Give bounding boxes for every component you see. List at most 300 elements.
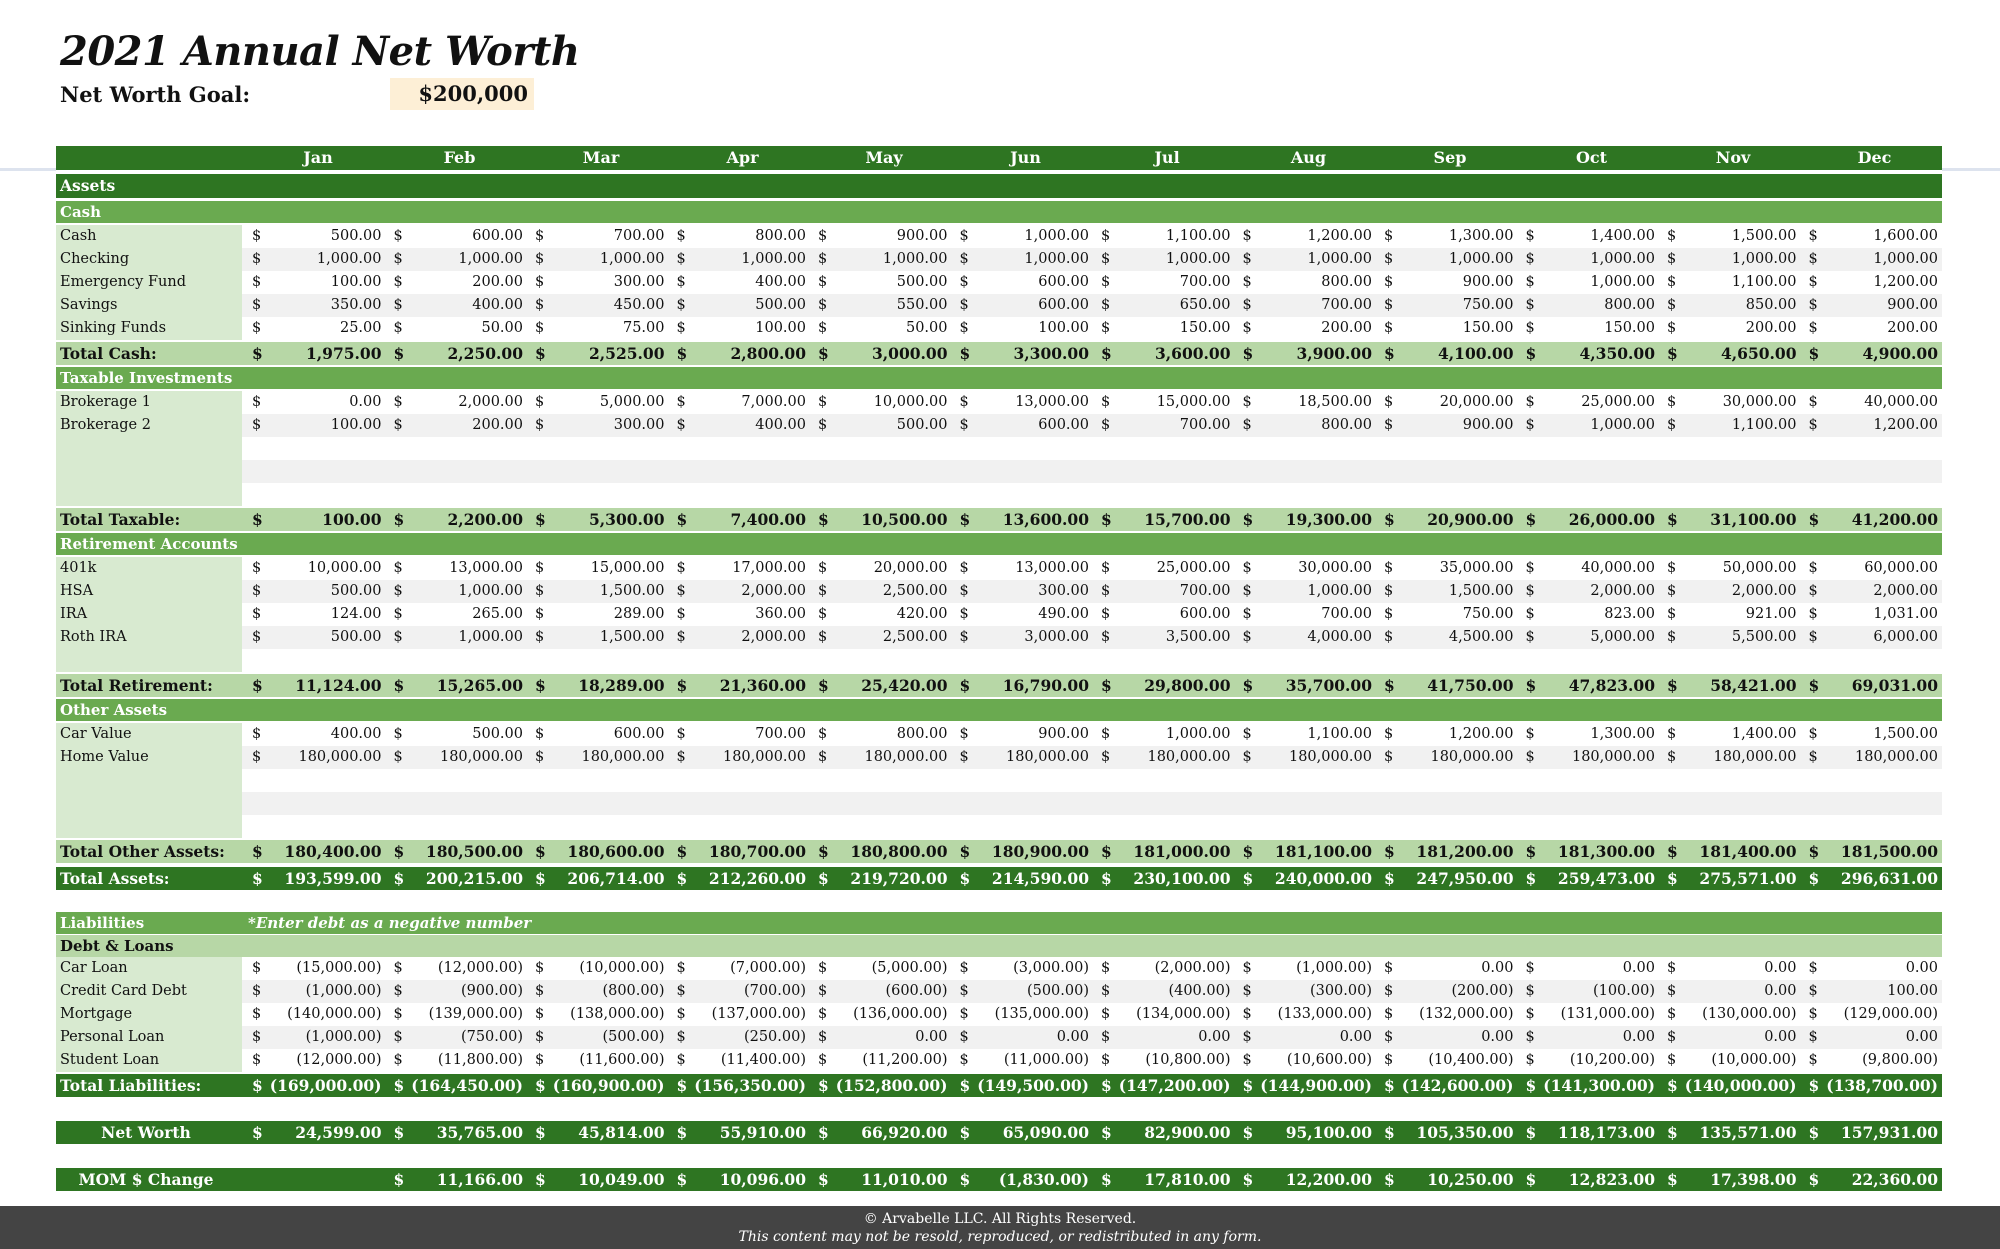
value-cell[interactable]: (10,200.00) bbox=[1569, 1052, 1655, 1068]
value-cell[interactable]: (134,000.00) bbox=[1136, 1006, 1231, 1022]
value-cell[interactable]: 1,400.00 bbox=[1731, 726, 1797, 742]
value-cell[interactable]: 2,250.00 bbox=[447, 344, 523, 363]
value-cell[interactable]: 200.00 bbox=[1887, 320, 1938, 336]
value-cell[interactable]: 2,500.00 bbox=[882, 583, 948, 599]
value-cell[interactable]: 823.00 bbox=[1604, 606, 1655, 622]
value-cell[interactable]: 0.00 bbox=[1764, 1029, 1797, 1045]
value-cell[interactable]: 0.00 bbox=[1481, 1029, 1514, 1045]
value-cell[interactable]: 13,000.00 bbox=[449, 560, 523, 576]
value-cell[interactable]: 31,100.00 bbox=[1710, 510, 1797, 529]
value-cell[interactable]: 5,000.00 bbox=[599, 394, 665, 410]
value-cell[interactable]: 66,920.00 bbox=[861, 1123, 948, 1142]
value-cell[interactable]: 1,500.00 bbox=[1873, 726, 1938, 742]
value-cell[interactable]: 10,049.00 bbox=[578, 1170, 665, 1189]
value-cell[interactable]: 1,500.00 bbox=[1731, 228, 1797, 244]
value-cell[interactable]: 25,420.00 bbox=[861, 676, 948, 695]
value-cell[interactable]: 450.00 bbox=[613, 297, 665, 313]
value-cell[interactable]: 2,000.00 bbox=[741, 629, 806, 645]
value-cell[interactable]: 4,000.00 bbox=[1307, 629, 1372, 645]
value-cell[interactable]: 100.00 bbox=[322, 510, 382, 529]
value-cell[interactable]: 181,000.00 bbox=[1133, 842, 1231, 861]
value-cell[interactable]: 400.00 bbox=[755, 417, 806, 433]
value-cell[interactable]: 3,500.00 bbox=[1165, 629, 1231, 645]
value-cell[interactable]: (147,200.00) bbox=[1118, 1076, 1231, 1095]
value-cell[interactable]: 100.00 bbox=[330, 417, 382, 433]
value-cell[interactable]: 1,200.00 bbox=[1307, 228, 1372, 244]
value-cell[interactable]: (140,000.00) bbox=[287, 1006, 382, 1022]
value-cell[interactable]: 180,000.00 bbox=[581, 749, 665, 765]
value-cell[interactable] bbox=[268, 1168, 382, 1191]
value-cell[interactable]: (1,000.00) bbox=[1296, 960, 1372, 976]
value-cell[interactable]: 900.00 bbox=[896, 228, 948, 244]
value-cell[interactable]: 1,000.00 bbox=[1307, 251, 1372, 267]
value-cell[interactable]: (800.00) bbox=[602, 983, 665, 999]
value-cell[interactable]: 50,000.00 bbox=[1722, 560, 1797, 576]
value-cell[interactable]: 25,000.00 bbox=[1156, 560, 1231, 576]
value-cell[interactable]: 921.00 bbox=[1745, 606, 1797, 622]
value-cell[interactable]: 30,000.00 bbox=[1298, 560, 1372, 576]
value-cell[interactable]: 750.00 bbox=[1462, 297, 1514, 313]
value-cell[interactable]: 550.00 bbox=[896, 297, 948, 313]
value-cell[interactable]: (11,800.00) bbox=[437, 1052, 523, 1068]
value-cell[interactable]: 500.00 bbox=[896, 417, 948, 433]
value-cell[interactable]: 180,000.00 bbox=[1005, 749, 1089, 765]
value-cell[interactable]: (10,600.00) bbox=[1286, 1052, 1372, 1068]
value-cell[interactable]: 1,500.00 bbox=[1448, 583, 1514, 599]
value-cell[interactable]: 900.00 bbox=[1462, 417, 1514, 433]
value-cell[interactable]: (139,000.00) bbox=[428, 1006, 523, 1022]
value-cell[interactable]: 7,400.00 bbox=[730, 510, 806, 529]
value-cell[interactable]: 259,473.00 bbox=[1557, 869, 1655, 888]
value-cell[interactable]: (140,000.00) bbox=[1684, 1076, 1797, 1095]
value-cell[interactable]: 105,350.00 bbox=[1416, 1123, 1514, 1142]
value-cell[interactable]: 1,000.00 bbox=[458, 251, 523, 267]
value-cell[interactable]: (1,830.00) bbox=[998, 1170, 1089, 1189]
value-cell[interactable]: (7,000.00) bbox=[730, 960, 806, 976]
value-cell[interactable]: 35,765.00 bbox=[436, 1123, 523, 1142]
value-cell[interactable]: 0.00 bbox=[1481, 960, 1514, 976]
value-cell[interactable]: 180,900.00 bbox=[991, 842, 1089, 861]
value-cell[interactable]: (135,000.00) bbox=[994, 1006, 1089, 1022]
value-cell[interactable]: 490.00 bbox=[1038, 606, 1089, 622]
value-cell[interactable]: 2,000.00 bbox=[458, 394, 523, 410]
value-cell[interactable]: 1,500.00 bbox=[599, 583, 665, 599]
value-cell[interactable]: (1,000.00) bbox=[305, 983, 382, 999]
value-cell[interactable]: 360.00 bbox=[755, 606, 806, 622]
value-cell[interactable]: 0.00 bbox=[1622, 1029, 1655, 1045]
value-cell[interactable]: 800.00 bbox=[1604, 297, 1655, 313]
value-cell[interactable]: (11,200.00) bbox=[862, 1052, 948, 1068]
value-cell[interactable]: 800.00 bbox=[755, 228, 806, 244]
value-cell[interactable]: 180,000.00 bbox=[1854, 749, 1938, 765]
value-cell[interactable]: 296,631.00 bbox=[1840, 869, 1938, 888]
value-cell[interactable]: 180,000.00 bbox=[298, 749, 382, 765]
value-cell[interactable]: 0.00 bbox=[1764, 960, 1797, 976]
value-cell[interactable]: 700.00 bbox=[1179, 417, 1231, 433]
value-cell[interactable]: 181,100.00 bbox=[1274, 842, 1372, 861]
value-cell[interactable]: 10,096.00 bbox=[719, 1170, 806, 1189]
value-cell[interactable]: (500.00) bbox=[1026, 983, 1089, 999]
value-cell[interactable]: (169,000.00) bbox=[269, 1076, 382, 1095]
value-cell[interactable]: (136,000.00) bbox=[853, 1006, 948, 1022]
value-cell[interactable]: 0.00 bbox=[1622, 960, 1655, 976]
value-cell[interactable]: 300.00 bbox=[613, 417, 665, 433]
value-cell[interactable]: 1,000.00 bbox=[1448, 251, 1514, 267]
value-cell[interactable]: 135,571.00 bbox=[1699, 1123, 1797, 1142]
value-cell[interactable]: 700.00 bbox=[1321, 297, 1372, 313]
value-cell[interactable]: 65,090.00 bbox=[1002, 1123, 1089, 1142]
value-cell[interactable]: 1,000.00 bbox=[599, 251, 665, 267]
value-cell[interactable]: 214,590.00 bbox=[991, 869, 1089, 888]
value-cell[interactable]: 750.00 bbox=[1462, 606, 1514, 622]
value-cell[interactable]: 180,000.00 bbox=[1713, 749, 1797, 765]
value-cell[interactable]: 58,421.00 bbox=[1710, 676, 1797, 695]
value-cell[interactable]: 13,000.00 bbox=[1015, 394, 1089, 410]
value-cell[interactable]: 850.00 bbox=[1745, 297, 1797, 313]
value-cell[interactable]: 35,700.00 bbox=[1285, 676, 1372, 695]
value-cell[interactable]: 2,525.00 bbox=[588, 344, 665, 363]
value-cell[interactable]: 350.00 bbox=[330, 297, 382, 313]
value-cell[interactable]: (11,000.00) bbox=[1003, 1052, 1089, 1068]
value-cell[interactable]: 18,289.00 bbox=[578, 676, 665, 695]
value-cell[interactable]: 25.00 bbox=[339, 320, 382, 336]
value-cell[interactable]: (100.00) bbox=[1592, 983, 1655, 999]
value-cell[interactable]: 181,300.00 bbox=[1557, 842, 1655, 861]
value-cell[interactable]: (131,000.00) bbox=[1560, 1006, 1655, 1022]
value-cell[interactable]: 400.00 bbox=[755, 274, 806, 290]
value-cell[interactable]: 100.00 bbox=[1887, 983, 1938, 999]
value-cell[interactable]: 157,931.00 bbox=[1840, 1123, 1938, 1142]
value-cell[interactable]: 206,714.00 bbox=[567, 869, 665, 888]
value-cell[interactable]: (11,600.00) bbox=[579, 1052, 665, 1068]
value-cell[interactable]: 200.00 bbox=[472, 417, 523, 433]
value-cell[interactable]: 700.00 bbox=[755, 726, 806, 742]
value-cell[interactable]: 180,000.00 bbox=[722, 749, 806, 765]
value-cell[interactable]: 16,790.00 bbox=[1002, 676, 1089, 695]
value-cell[interactable]: 15,000.00 bbox=[1156, 394, 1231, 410]
value-cell[interactable]: 3,300.00 bbox=[1013, 344, 1089, 363]
value-cell[interactable]: 2,000.00 bbox=[741, 583, 806, 599]
value-cell[interactable]: (500.00) bbox=[602, 1029, 665, 1045]
value-cell[interactable]: (133,000.00) bbox=[1277, 1006, 1372, 1022]
value-cell[interactable]: (10,800.00) bbox=[1145, 1052, 1231, 1068]
value-cell[interactable]: 247,950.00 bbox=[1416, 869, 1514, 888]
value-cell[interactable]: 900.00 bbox=[1462, 274, 1514, 290]
value-cell[interactable]: (138,700.00) bbox=[1826, 1076, 1938, 1095]
value-cell[interactable]: (149,500.00) bbox=[977, 1076, 1089, 1095]
value-cell[interactable]: 181,500.00 bbox=[1840, 842, 1938, 861]
value-cell[interactable]: 219,720.00 bbox=[850, 869, 948, 888]
value-cell[interactable]: 1,000.00 bbox=[1731, 251, 1797, 267]
value-cell[interactable]: 240,000.00 bbox=[1274, 869, 1372, 888]
value-cell[interactable]: 0.00 bbox=[1905, 960, 1938, 976]
value-cell[interactable]: 180,500.00 bbox=[425, 842, 523, 861]
value-cell[interactable]: 124.00 bbox=[330, 606, 382, 622]
value-cell[interactable]: 4,650.00 bbox=[1720, 344, 1797, 363]
value-cell[interactable]: 1,031.00 bbox=[1873, 606, 1938, 622]
value-cell[interactable]: 11,010.00 bbox=[861, 1170, 948, 1189]
value-cell[interactable]: 180,000.00 bbox=[1430, 749, 1514, 765]
value-cell[interactable]: 193,599.00 bbox=[284, 869, 382, 888]
value-cell[interactable]: 22,360.00 bbox=[1851, 1170, 1938, 1189]
value-cell[interactable]: 200.00 bbox=[1745, 320, 1797, 336]
value-cell[interactable]: 180,000.00 bbox=[439, 749, 523, 765]
value-cell[interactable]: (10,400.00) bbox=[1428, 1052, 1514, 1068]
value-cell[interactable]: 180,600.00 bbox=[567, 842, 665, 861]
value-cell[interactable]: 5,300.00 bbox=[588, 510, 665, 529]
value-cell[interactable]: (250.00) bbox=[743, 1029, 806, 1045]
value-cell[interactable]: (400.00) bbox=[1168, 983, 1231, 999]
goal-value-cell[interactable]: $200,000 bbox=[390, 78, 534, 110]
value-cell[interactable]: (200.00) bbox=[1451, 983, 1514, 999]
value-cell[interactable]: 180,000.00 bbox=[1288, 749, 1372, 765]
value-cell[interactable]: 180,000.00 bbox=[1147, 749, 1231, 765]
value-cell[interactable]: 10,250.00 bbox=[1427, 1170, 1514, 1189]
value-cell[interactable]: 10,000.00 bbox=[873, 394, 948, 410]
value-cell[interactable]: 20,000.00 bbox=[1439, 394, 1514, 410]
value-cell[interactable]: 500.00 bbox=[755, 297, 806, 313]
value-cell[interactable]: 1,500.00 bbox=[599, 629, 665, 645]
value-cell[interactable]: (11,400.00) bbox=[720, 1052, 806, 1068]
value-cell[interactable]: 1,100.00 bbox=[1731, 274, 1797, 290]
value-cell[interactable]: 700.00 bbox=[613, 228, 665, 244]
value-cell[interactable]: (142,600.00) bbox=[1401, 1076, 1514, 1095]
value-cell[interactable]: 265.00 bbox=[472, 606, 523, 622]
value-cell[interactable]: 12,823.00 bbox=[1568, 1170, 1655, 1189]
value-cell[interactable]: 180,000.00 bbox=[1571, 749, 1655, 765]
value-cell[interactable]: 2,000.00 bbox=[1590, 583, 1655, 599]
value-cell[interactable]: 289.00 bbox=[613, 606, 665, 622]
value-cell[interactable]: 1,000.00 bbox=[882, 251, 948, 267]
value-cell[interactable]: 600.00 bbox=[613, 726, 665, 742]
value-cell[interactable]: 600.00 bbox=[1038, 417, 1089, 433]
value-cell[interactable]: 29,800.00 bbox=[1144, 676, 1231, 695]
value-cell[interactable]: 12,200.00 bbox=[1285, 1170, 1372, 1189]
value-cell[interactable]: 10,500.00 bbox=[861, 510, 948, 529]
value-cell[interactable]: (12,000.00) bbox=[437, 960, 523, 976]
value-cell[interactable]: 500.00 bbox=[330, 629, 382, 645]
value-cell[interactable]: (5,000.00) bbox=[871, 960, 948, 976]
value-cell[interactable]: 41,200.00 bbox=[1851, 510, 1938, 529]
value-cell[interactable]: (141,300.00) bbox=[1543, 1076, 1655, 1095]
value-cell[interactable]: 4,900.00 bbox=[1862, 344, 1938, 363]
value-cell[interactable]: 2,800.00 bbox=[730, 344, 806, 363]
value-cell[interactable]: 1,600.00 bbox=[1873, 228, 1938, 244]
value-cell[interactable]: (156,350.00) bbox=[694, 1076, 806, 1095]
value-cell[interactable]: 1,000.00 bbox=[1024, 251, 1089, 267]
value-cell[interactable]: 1,000.00 bbox=[741, 251, 806, 267]
value-cell[interactable]: 50.00 bbox=[905, 320, 948, 336]
value-cell[interactable]: (12,000.00) bbox=[296, 1052, 382, 1068]
value-cell[interactable]: 82,900.00 bbox=[1144, 1123, 1231, 1142]
value-cell[interactable]: 1,200.00 bbox=[1873, 417, 1938, 433]
value-cell[interactable]: 41,750.00 bbox=[1427, 676, 1514, 695]
value-cell[interactable]: 500.00 bbox=[896, 274, 948, 290]
value-cell[interactable]: 180,700.00 bbox=[708, 842, 806, 861]
value-cell[interactable]: 1,300.00 bbox=[1590, 726, 1655, 742]
value-cell[interactable]: 17,810.00 bbox=[1144, 1170, 1231, 1189]
value-cell[interactable]: 1,000.00 bbox=[1024, 228, 1089, 244]
value-cell[interactable]: 6,000.00 bbox=[1873, 629, 1938, 645]
value-cell[interactable]: 2,000.00 bbox=[1731, 583, 1797, 599]
value-cell[interactable]: 700.00 bbox=[1321, 606, 1372, 622]
value-cell[interactable]: (160,900.00) bbox=[552, 1076, 665, 1095]
value-cell[interactable]: 0.00 bbox=[915, 1029, 948, 1045]
value-cell[interactable]: 26,000.00 bbox=[1568, 510, 1655, 529]
value-cell[interactable]: 4,100.00 bbox=[1437, 344, 1514, 363]
value-cell[interactable]: 95,100.00 bbox=[1285, 1123, 1372, 1142]
value-cell[interactable]: 180,800.00 bbox=[850, 842, 948, 861]
value-cell[interactable]: 1,000.00 bbox=[458, 629, 523, 645]
value-cell[interactable]: 212,260.00 bbox=[708, 869, 806, 888]
value-cell[interactable]: 50.00 bbox=[481, 320, 523, 336]
value-cell[interactable]: 800.00 bbox=[1321, 417, 1372, 433]
value-cell[interactable]: 1,100.00 bbox=[1731, 417, 1797, 433]
value-cell[interactable]: 600.00 bbox=[1038, 297, 1089, 313]
value-cell[interactable]: 1,000.00 bbox=[1590, 251, 1655, 267]
value-cell[interactable]: 180,400.00 bbox=[284, 842, 382, 861]
value-cell[interactable]: (300.00) bbox=[1309, 983, 1372, 999]
value-cell[interactable]: 500.00 bbox=[330, 583, 382, 599]
value-cell[interactable]: 100.00 bbox=[330, 274, 382, 290]
value-cell[interactable]: 400.00 bbox=[330, 726, 382, 742]
value-cell[interactable]: (700.00) bbox=[743, 983, 806, 999]
value-cell[interactable]: 3,600.00 bbox=[1154, 344, 1231, 363]
value-cell[interactable]: 11,124.00 bbox=[295, 676, 382, 695]
value-cell[interactable]: (152,800.00) bbox=[835, 1076, 948, 1095]
value-cell[interactable]: (900.00) bbox=[460, 983, 523, 999]
value-cell[interactable]: 4,350.00 bbox=[1579, 344, 1655, 363]
value-cell[interactable]: 55,910.00 bbox=[719, 1123, 806, 1142]
value-cell[interactable]: (164,450.00) bbox=[411, 1076, 523, 1095]
value-cell[interactable]: 0.00 bbox=[1905, 1029, 1938, 1045]
value-cell[interactable]: 650.00 bbox=[1179, 297, 1231, 313]
value-cell[interactable]: 150.00 bbox=[1604, 320, 1655, 336]
value-cell[interactable]: (2,000.00) bbox=[1154, 960, 1231, 976]
value-cell[interactable]: 7,000.00 bbox=[741, 394, 806, 410]
value-cell[interactable]: (10,000.00) bbox=[579, 960, 665, 976]
value-cell[interactable]: 1,000.00 bbox=[1165, 726, 1231, 742]
value-cell[interactable]: 1,200.00 bbox=[1873, 274, 1938, 290]
value-cell[interactable]: 1,100.00 bbox=[1165, 228, 1231, 244]
value-cell[interactable]: 35,000.00 bbox=[1439, 560, 1514, 576]
value-cell[interactable]: 800.00 bbox=[896, 726, 948, 742]
value-cell[interactable]: 1,000.00 bbox=[1590, 417, 1655, 433]
value-cell[interactable]: 0.00 bbox=[1056, 1029, 1089, 1045]
value-cell[interactable]: 47,823.00 bbox=[1568, 676, 1655, 695]
value-cell[interactable]: (132,000.00) bbox=[1419, 1006, 1514, 1022]
value-cell[interactable]: 700.00 bbox=[1179, 583, 1231, 599]
value-cell[interactable]: 1,200.00 bbox=[1448, 726, 1514, 742]
value-cell[interactable]: 60,000.00 bbox=[1864, 560, 1938, 576]
value-cell[interactable]: 25,000.00 bbox=[1581, 394, 1655, 410]
value-cell[interactable]: 600.00 bbox=[1179, 606, 1231, 622]
value-cell[interactable]: (138,000.00) bbox=[570, 1006, 665, 1022]
value-cell[interactable]: 150.00 bbox=[1179, 320, 1231, 336]
value-cell[interactable]: (600.00) bbox=[885, 983, 948, 999]
value-cell[interactable]: (137,000.00) bbox=[711, 1006, 806, 1022]
value-cell[interactable]: 181,200.00 bbox=[1416, 842, 1514, 861]
value-cell[interactable]: 17,000.00 bbox=[732, 560, 806, 576]
value-cell[interactable]: 2,000.00 bbox=[1873, 583, 1938, 599]
value-cell[interactable]: 4,500.00 bbox=[1448, 629, 1514, 645]
value-cell[interactable]: 180,000.00 bbox=[864, 749, 948, 765]
value-cell[interactable]: 15,000.00 bbox=[590, 560, 665, 576]
value-cell[interactable]: 150.00 bbox=[1462, 320, 1514, 336]
value-cell[interactable]: 69,031.00 bbox=[1851, 676, 1938, 695]
value-cell[interactable]: 100.00 bbox=[1038, 320, 1089, 336]
value-cell[interactable]: 400.00 bbox=[472, 297, 523, 313]
value-cell[interactable]: 1,100.00 bbox=[1307, 726, 1372, 742]
value-cell[interactable]: (15,000.00) bbox=[296, 960, 382, 976]
value-cell[interactable]: 420.00 bbox=[896, 606, 948, 622]
value-cell[interactable]: 3,900.00 bbox=[1296, 344, 1372, 363]
value-cell[interactable]: 1,000.00 bbox=[1873, 251, 1938, 267]
value-cell[interactable]: 500.00 bbox=[330, 228, 382, 244]
value-cell[interactable]: 40,000.00 bbox=[1581, 560, 1655, 576]
value-cell[interactable]: 200.00 bbox=[1321, 320, 1372, 336]
value-cell[interactable]: 17,398.00 bbox=[1710, 1170, 1797, 1189]
value-cell[interactable]: 75.00 bbox=[622, 320, 665, 336]
value-cell[interactable]: (130,000.00) bbox=[1702, 1006, 1797, 1022]
value-cell[interactable]: 1,000.00 bbox=[1590, 274, 1655, 290]
value-cell[interactable]: 1,000.00 bbox=[1165, 251, 1231, 267]
value-cell[interactable]: 0.00 bbox=[1339, 1029, 1372, 1045]
value-cell[interactable]: 20,000.00 bbox=[873, 560, 948, 576]
value-cell[interactable]: 200.00 bbox=[472, 274, 523, 290]
value-cell[interactable]: 5,500.00 bbox=[1731, 629, 1797, 645]
value-cell[interactable]: (750.00) bbox=[460, 1029, 523, 1045]
value-cell[interactable]: 40,000.00 bbox=[1864, 394, 1938, 410]
value-cell[interactable]: 900.00 bbox=[1887, 297, 1938, 313]
value-cell[interactable]: 18,500.00 bbox=[1298, 394, 1372, 410]
value-cell[interactable]: 3,000.00 bbox=[871, 344, 948, 363]
value-cell[interactable]: 0.00 bbox=[1764, 983, 1797, 999]
value-cell[interactable]: 13,600.00 bbox=[1002, 510, 1089, 529]
value-cell[interactable]: 30,000.00 bbox=[1722, 394, 1797, 410]
value-cell[interactable]: 11,166.00 bbox=[436, 1170, 523, 1189]
value-cell[interactable]: 181,400.00 bbox=[1699, 842, 1797, 861]
value-cell[interactable]: 500.00 bbox=[472, 726, 523, 742]
value-cell[interactable]: 600.00 bbox=[1038, 274, 1089, 290]
value-cell[interactable]: 15,700.00 bbox=[1144, 510, 1231, 529]
value-cell[interactable]: 1,975.00 bbox=[305, 344, 382, 363]
value-cell[interactable]: 2,500.00 bbox=[882, 629, 948, 645]
value-cell[interactable]: 24,599.00 bbox=[295, 1123, 382, 1142]
value-cell[interactable]: (10,000.00) bbox=[1711, 1052, 1797, 1068]
value-cell[interactable]: 10,000.00 bbox=[307, 560, 382, 576]
value-cell[interactable]: 2,200.00 bbox=[447, 510, 523, 529]
value-cell[interactable]: (1,000.00) bbox=[305, 1029, 382, 1045]
value-cell[interactable]: 21,360.00 bbox=[719, 676, 806, 695]
value-cell[interactable]: 600.00 bbox=[472, 228, 523, 244]
value-cell[interactable]: 20,900.00 bbox=[1427, 510, 1514, 529]
value-cell[interactable]: 1,000.00 bbox=[1307, 583, 1372, 599]
value-cell[interactable]: 200,215.00 bbox=[425, 869, 523, 888]
value-cell[interactable]: 800.00 bbox=[1321, 274, 1372, 290]
value-cell[interactable]: 5,000.00 bbox=[1590, 629, 1655, 645]
value-cell[interactable]: 3,000.00 bbox=[1024, 629, 1089, 645]
value-cell[interactable]: (129,000.00) bbox=[1843, 1006, 1938, 1022]
value-cell[interactable]: 0.00 bbox=[349, 394, 382, 410]
value-cell[interactable]: 1,000.00 bbox=[316, 251, 382, 267]
value-cell[interactable]: (9,800.00) bbox=[1862, 1052, 1938, 1068]
value-cell[interactable]: 15,265.00 bbox=[436, 676, 523, 695]
value-cell[interactable]: 118,173.00 bbox=[1557, 1123, 1655, 1142]
value-cell[interactable]: 1,000.00 bbox=[458, 583, 523, 599]
value-cell[interactable]: 100.00 bbox=[755, 320, 806, 336]
value-cell[interactable]: 900.00 bbox=[1038, 726, 1089, 742]
